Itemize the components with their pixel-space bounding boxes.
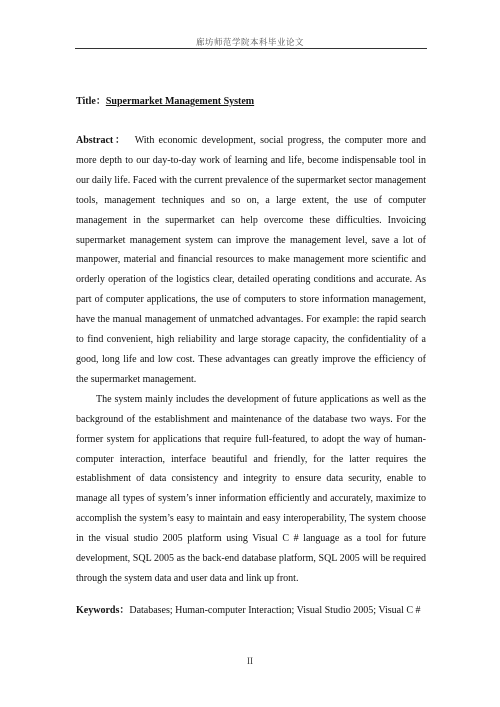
page-number: II (247, 656, 253, 666)
keywords-line (76, 604, 426, 618)
abstract-paragraph-2: The system mainly includes the development of future applications as well as the background of the establishment and maintenance of the database two ways. For the former system for applications that require full-featured, to adopt the way of human-computer interaction, interface beautiful and friendly, for the latter requires the establishment of data consistency and integrity to ensure data security, enable to manage all types of system’s inner information efficiently and accurately, maximize to accomplish the system’s easy to maintain and easy interoperability, The system choose in the visual studio 2005 platform using Visual C # language as a tool for future development, SQL 2005 as the back-end database platform, SQL 2005 will be required through the system data and user data and link up front. (76, 393, 426, 584)
abstract-label: Abstract： (76, 135, 127, 146)
running-header: 廊坊师范学院本科毕业论文 (195, 37, 304, 47)
abstract-page-body (76, 95, 426, 618)
thesis-title: Supermarket Management System (105, 96, 255, 107)
title-line (76, 95, 426, 109)
keywords-label: Keywords： (76, 604, 130, 616)
abstract-paragraph-1 (76, 131, 426, 390)
abstract-text-1: With economic development, social progress, the computer more and more depth to our day-to-day work of learning and life, become indispensable tool in our daily life. Faced with the current prevalence of the supermarket sector management tools, management techniques and so on, a large extent, the use of computer management in the supermarket can help overcome these difficulties. Invoicing supermarket management system can improve the management level, save a lot of manpower, material and financial resources to make management more scientific and orderly operation of the logistics clear, detailed operating conditions and accurate. As part of computer applications, the use of computers to store information management, have the manual management of unmatched advantages. For example: the rapid search to find convenient, high reliability and large storage capacity, the confidentiality of a good, long life and low cost. These advantages can greatly improve the efficiency of the supermarket management. (76, 135, 426, 385)
title-label: Title： (76, 96, 106, 107)
header-rule (75, 48, 427, 49)
keywords-text: Databases; Human-computer Interaction; Visual Studio 2005; Visual C # (129, 604, 421, 616)
